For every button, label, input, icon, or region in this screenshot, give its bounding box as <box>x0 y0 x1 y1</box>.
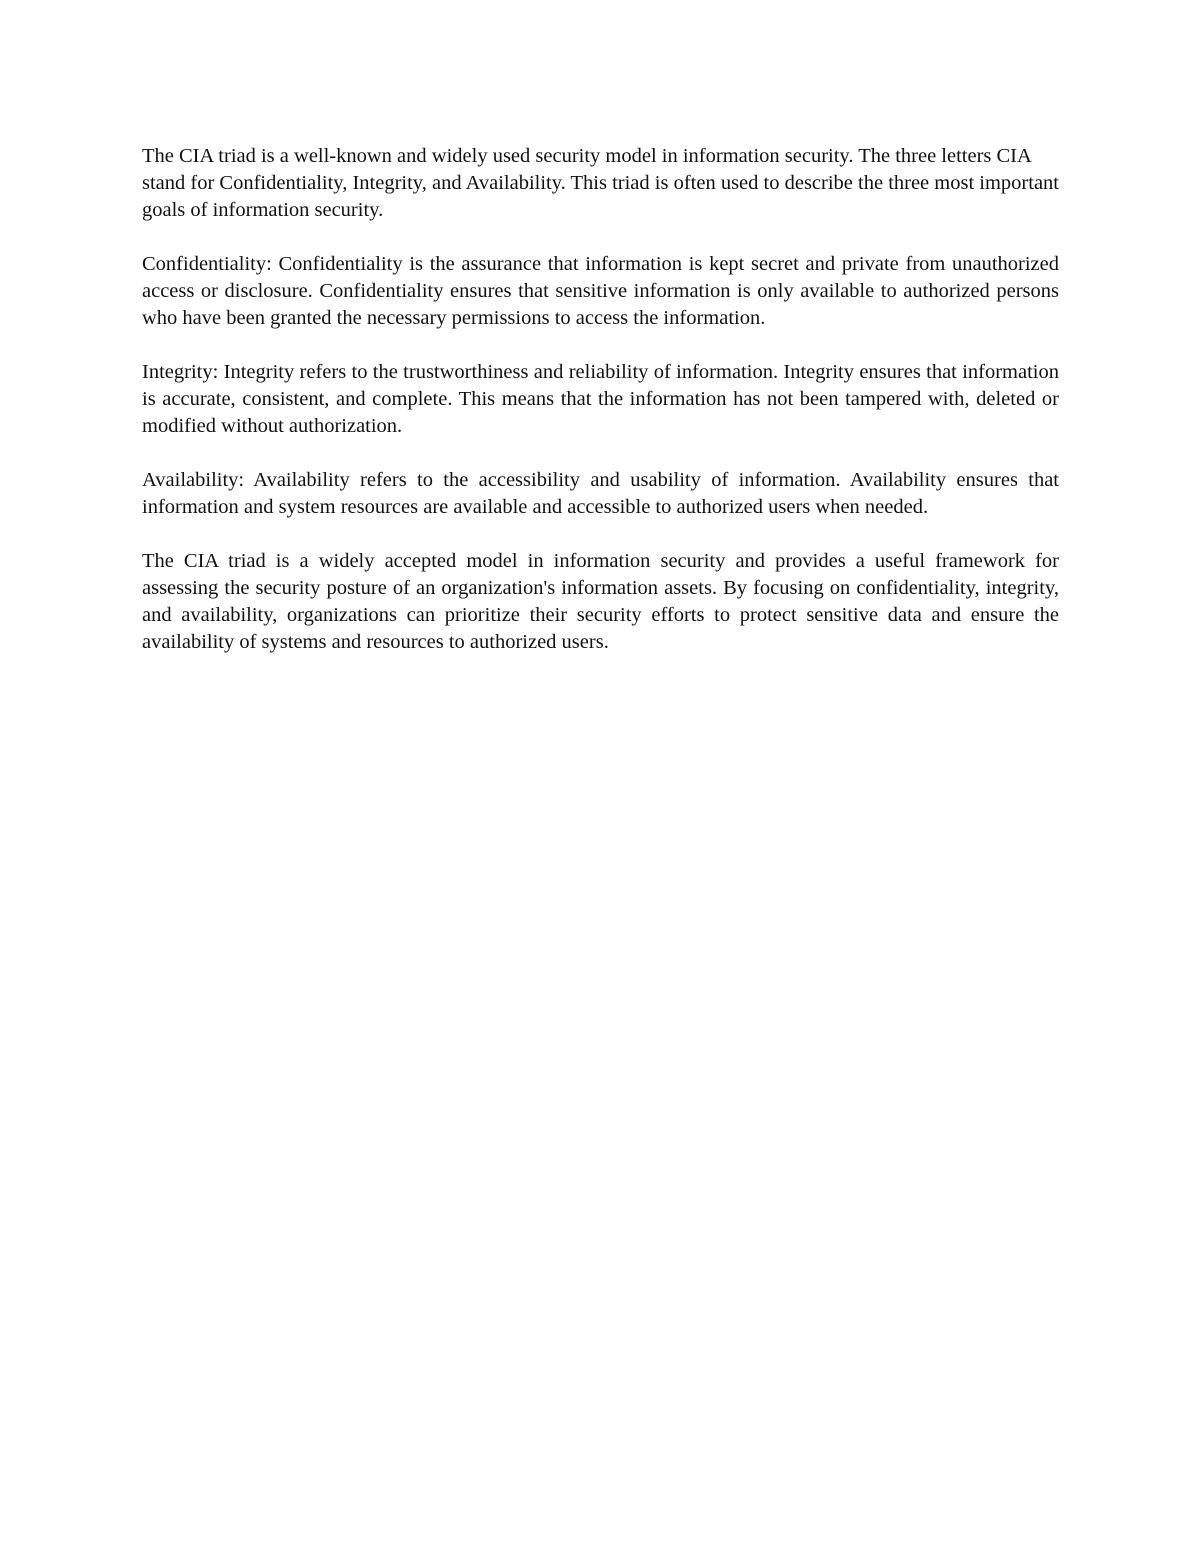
confidentiality-paragraph: Confidentiality: Confidentiality is the assurance that information is kept secret and private from unauthorized access or disclosure. Confidentiality ensures that sensitive information is only available to authorized persons who have been granted the necessary permissions to access the information. <box>142 253 1059 329</box>
integrity-paragraph: Integrity: Integrity refers to the trustworthiness and reliability of information. Integrity ensures that information is accurate, consistent, and complete. This means that the information has not been tampered with, deleted or modified without authorization. <box>142 361 1059 437</box>
availability-paragraph: Availability: Availability refers to the accessibility and usability of information. Availability ensures that information and system resources are available and accessible to authorized users when needed. <box>142 469 1059 518</box>
intro-paragraph: The CIA triad is a well-known and widely used security model in information security. The three letters CIA stand for Confidentiality, Integrity, and Availability. This triad is often used to describe the three most important goals of information security. <box>142 145 1059 221</box>
document-body <box>142 143 1059 683</box>
conclusion-paragraph: The CIA triad is a widely accepted model in information security and provides a useful framework for assessing the security posture of an organization's information assets. By focusing on confidentiality, integrity, and availability, organizations can prioritize their security efforts to protect sensitive data and ensure the availability of systems and resources to authorized users. <box>142 550 1059 653</box>
